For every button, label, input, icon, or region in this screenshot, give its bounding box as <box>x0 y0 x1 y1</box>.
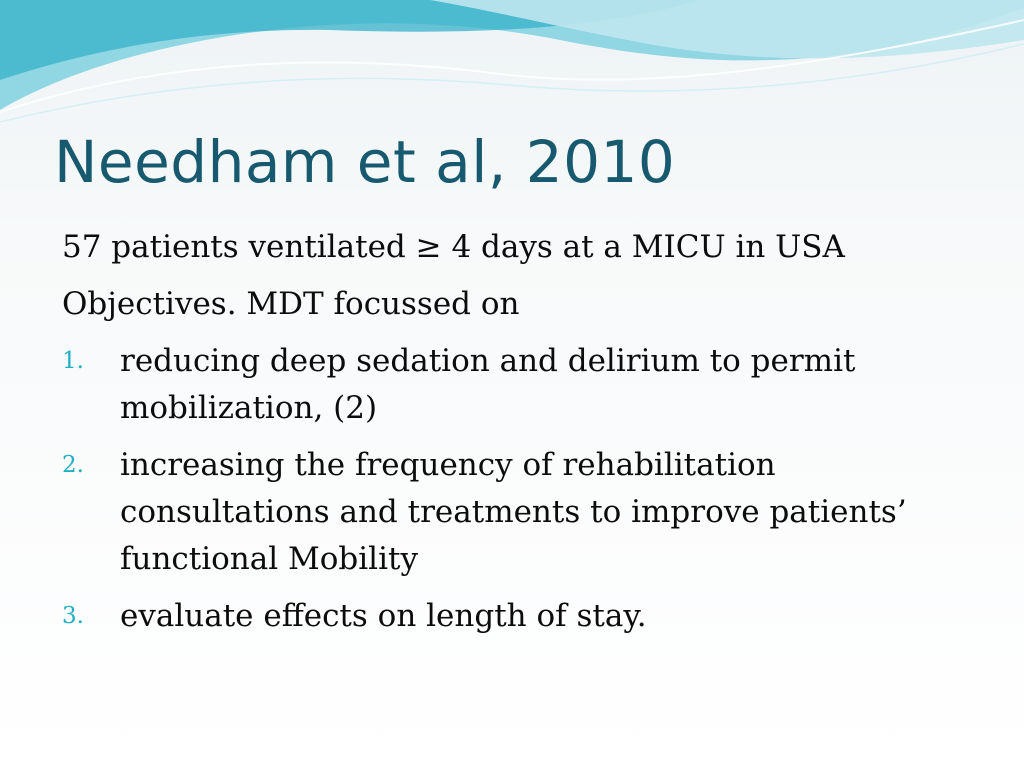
objectives-line: Objectives. MDT focussed on <box>62 286 520 322</box>
list-item-text: evaluate effects on length of stay. <box>120 598 647 634</box>
list-item <box>62 442 962 583</box>
decorative-wave-banner <box>0 0 1024 130</box>
intro-line: 57 patients ventilated ≥ 4 days at a MICU in USA <box>62 229 845 265</box>
list-number: 3. <box>62 603 84 629</box>
slide-title: Needham et al, 2010 <box>54 128 676 196</box>
list-item <box>62 593 962 640</box>
list-item <box>62 338 962 432</box>
list-item-text: reducing deep sedation and delirium to permit mobilization, (2) <box>120 343 856 426</box>
objectives-list <box>62 338 962 640</box>
list-item-text: increasing the frequency of rehabilitation consultations and treatments to improve patients’ functional Mobility <box>120 447 907 577</box>
list-number: 1. <box>62 348 84 374</box>
slide-body <box>62 224 962 650</box>
list-number: 2. <box>62 452 84 478</box>
